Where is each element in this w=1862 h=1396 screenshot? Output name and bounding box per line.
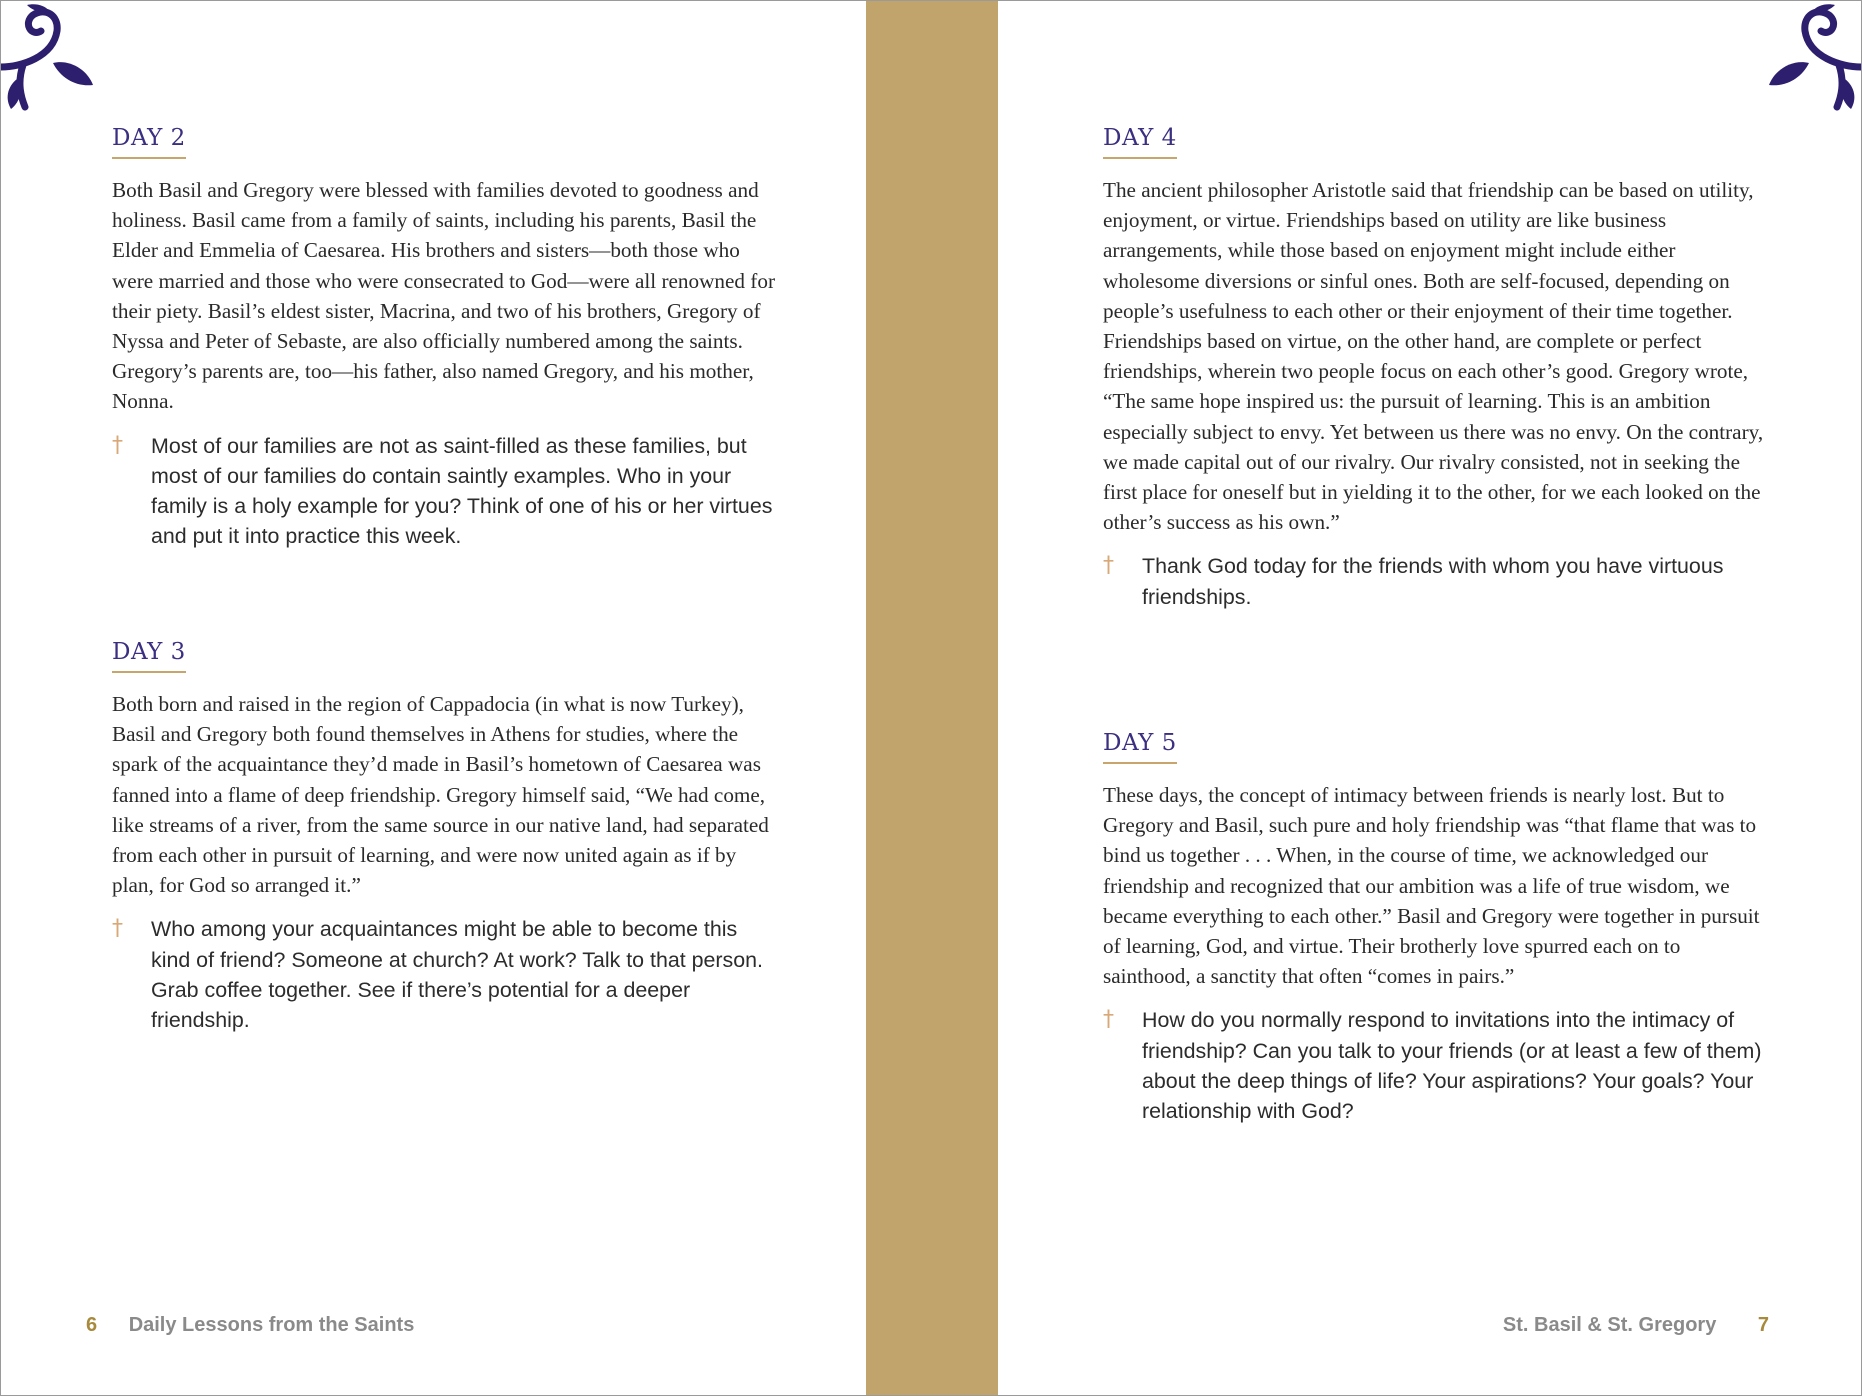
day-2-section (112, 124, 778, 551)
day-5-body: These days, the concept of intimacy between friends is nearly lost. But to Gregory and Basil, such pure and holy friendship was “that flame that was to bind us together . . . When, in the course of time, we acknowledged our friendship and recognized that our ambition was a life of true wisdom, we became everything to each other.” Basil and Gregory were together in pursuit of learning, God, and virtue. Their brotherly love spurred each on to sainthood, a sanctity that often “comes in pairs.” (1103, 783, 1760, 989)
day-3-section (112, 638, 778, 1035)
day-3-reflection-text: Who among your acquaintances might be able to become this kind of friend? Someone at church? At work? Talk to that person. Grab coffee together. See if there’s potential for a deeper friendship. (151, 917, 763, 1033)
day-2-reflection (112, 431, 778, 552)
cross-bullet-icon: † (1103, 553, 1114, 579)
day-3-reflection (112, 914, 778, 1035)
left-folio (86, 1313, 414, 1337)
day-3-body: Both born and raised in the region of Cappadocia (in what is now Turkey), Basil and Gregory both found themselves in Athens for studies, where the spark of the acquaintance they’d made in Basil’s hometown of Caesarea was fanned into a flame of deep friendship. Gregory himself said, “We had come, like streams of a river, from the same source in our native land, had separated from each other in pursuit of learning, and were now united again as if by plan, for God so arranged it.” (112, 692, 769, 898)
day-5-heading: DAY 5 (1103, 729, 1177, 764)
day-4-body: The ancient philosopher Aristotle said that friendship can be based on utility, enjoyment, or virtue. Friendships based on utility are like business arrangements, while those based on enjoyment might include either wholesome diversions or sinful ones. Both are self-focused, depending on people’s usefulness to each other or their enjoyment of their time together. Friendships based on virtue, on the other hand, are complete or perfect friendships, wherein two people focus on each other’s good. Gregory wrote, “The same hope inspired us: the pursuit of learning. This is an ambition especially subject to envy. Yet between us there was no envy. On the contrary, we made capital out of our rivalry. Our rivalry consisted, not in seeking the first place for oneself but in yielding it to the other, for we each looked on the other’s success as his own.” (1103, 178, 1764, 535)
day-4-heading: DAY 4 (1103, 124, 1177, 159)
vine-ornament-icon (1765, 1, 1861, 111)
day-4-reflection (1103, 551, 1769, 611)
day-2-reflection-text: Most of our families are not as saint-filled as these families, but most of our families do contain saintly examples. Who in your family is a holy example for you? Think of one of his or her virtues and put it into practice this week. (151, 433, 773, 549)
right-folio (1503, 1313, 1769, 1337)
cross-bullet-icon: † (112, 432, 123, 458)
running-title: St. Basil & St. Gregory (1502, 1314, 1717, 1336)
day-4-reflection-text: Thank God today for the friends with whom you have virtuous friendships. (1142, 554, 1724, 609)
day-2-heading: DAY 2 (112, 124, 186, 159)
day-5-reflection (1103, 1005, 1769, 1126)
cross-bullet-icon: † (112, 916, 123, 942)
day-2-body: Both Basil and Gregory were blessed with families devoted to goodness and holiness. Basil came from a family of saints, including his parents, Basil the Elder and Emmelia of Caesarea. His brothers and sisters—both those who were married and those who were consecrated to God—were all renowned for their piety. Basil’s eldest sister, Macrina, and two of his brothers, Gregory of Nyssa and Peter of Sebaste, are also officially numbered among the saints. Gregory’s parents are, too—his father, also named Gregory, and his mother, Nonna. (112, 178, 776, 414)
day-5-section (1103, 729, 1769, 1126)
day-3-heading: DAY 3 (112, 638, 186, 673)
page-number: 6 (86, 1314, 98, 1336)
cross-bullet-icon: † (1103, 1007, 1114, 1033)
day-5-reflection-text: How do you normally respond to invitations into the intimacy of friendship? Can you talk to your friends (or at least a few of them) about the deep things of life? Your aspirations? Your goals? Your relationship with God? (1142, 1008, 1762, 1124)
page-number: 7 (1757, 1314, 1769, 1336)
right-page (998, 1, 1861, 1395)
center-gutter (866, 1, 998, 1395)
vine-ornament-icon (1, 1, 97, 111)
left-page (1, 1, 866, 1395)
running-title: Daily Lessons from the Saints (128, 1314, 415, 1336)
day-4-section (1103, 124, 1769, 612)
